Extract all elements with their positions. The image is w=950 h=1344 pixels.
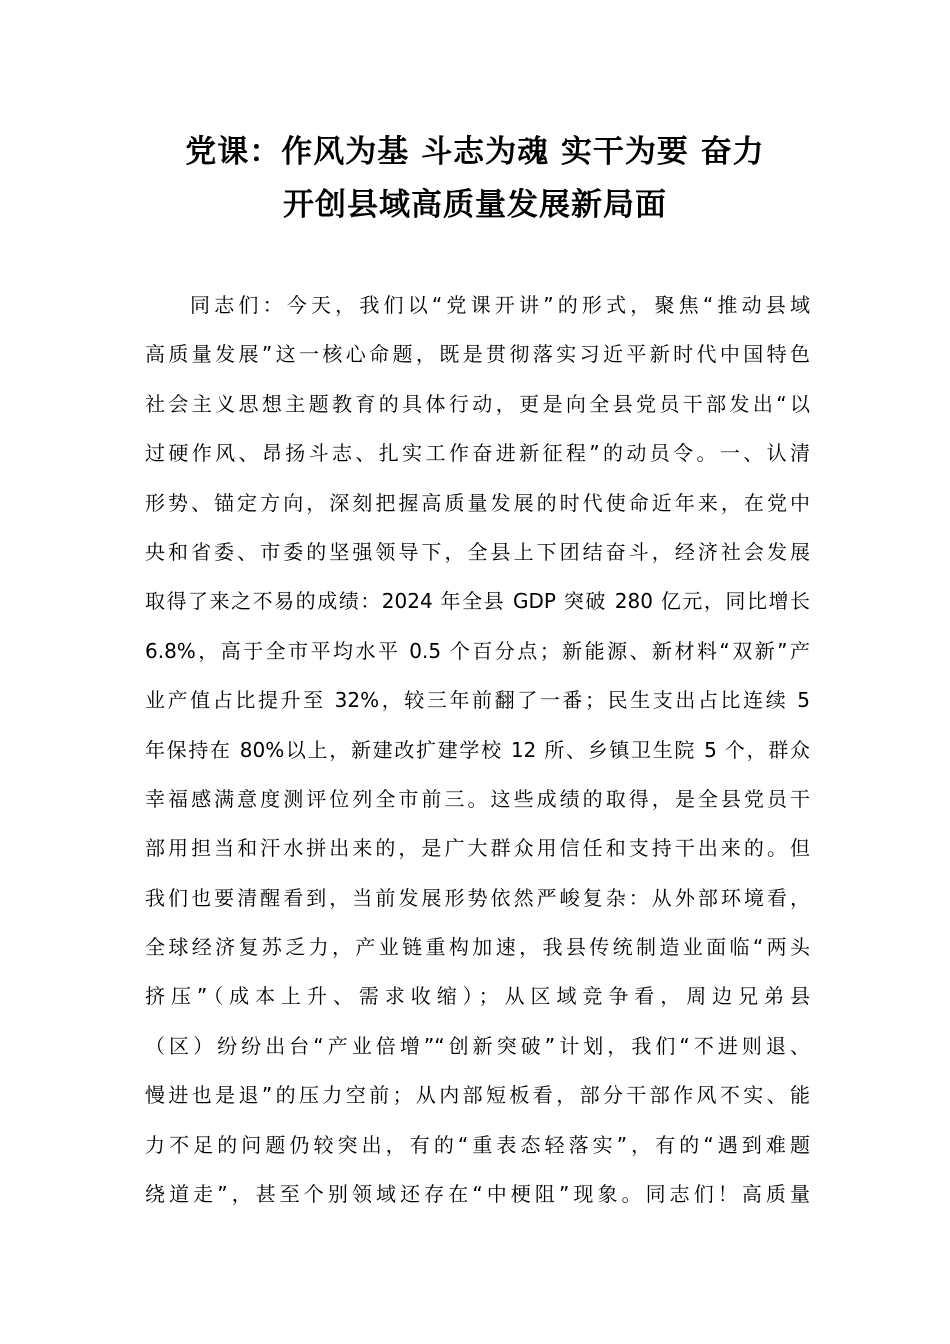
body-line: 取得了来之不易的成绩：2024 年全县 GDP 突破 280 亿元，同比增长 [145,589,810,614]
body-line: 高质量发展”这一核心命题，既是贯彻落实习近平新时代中国特色 [145,342,810,367]
body-line: 形势、锚定方向，深刻把握高质量发展的时代使命近年来，在党中 [145,490,810,515]
title-line-2: 开创县域高质量发展新局面 [283,187,667,223]
body-line: 同志们：今天，我们以“党课开讲”的形式，聚焦“推动县域 [190,293,810,317]
body-line: 幸福感满意度测评位列全市前三。这些成绩的取得，是全县党员干 [145,786,810,811]
body-line: 我们也要清醒看到，当前发展形势依然严峻复杂：从外部环境看， [145,885,810,910]
body-line: 年保持在 80%以上，新建改扩建学校 12 所、乡镇卫生院 5 个，群众 [145,737,810,762]
body-line: 挤压”（成本上升、需求收缩）；从区域竞争看，周边兄弟县 [145,984,810,1009]
body-line: 绕道走”，甚至个别领域还存在“中梗阻”现象。同志们！高质量 [145,1182,810,1207]
title-line-1: 党课：作风为基 斗志为魂 实干为要 奋力 [185,134,765,170]
body-line: 6.8%，高于全市平均水平 0.5 个百分点；新能源、新材料“双新”产 [145,638,810,663]
body-line: 业产值占比提升至 32%，较三年前翻了一番；民生支出占比连续 5 [145,688,810,713]
body-line: 全球经济复苏乏力，产业链重构加速，我县传统制造业面临“两头 [145,935,810,960]
body-line: 央和省委、市委的坚强领导下，全县上下团结奋斗，经济社会发展 [145,539,810,564]
body-line: 力不足的问题仍较突出，有的“重表态轻落实”，有的“遇到难题 [145,1132,810,1157]
body-line: （区）纷纷出台“产业倍增”“创新突破”计划，我们“不进则退、 [145,1033,810,1058]
document-title [140,126,810,232]
body-line: 社会主义思想主题教育的具体行动，更是向全县党员干部发出“以 [145,391,810,416]
body-line: 部用担当和汗水拼出来的，是广大群众用信任和支持干出来的。但 [145,836,810,861]
document-body [145,281,810,1219]
body-line: 过硬作风、昂扬斗志、扎实工作奋进新征程”的动员令。一、认清 [145,441,810,466]
body-line: 慢进也是退”的压力空前；从内部短板看，部分干部作风不实、能 [145,1083,810,1108]
